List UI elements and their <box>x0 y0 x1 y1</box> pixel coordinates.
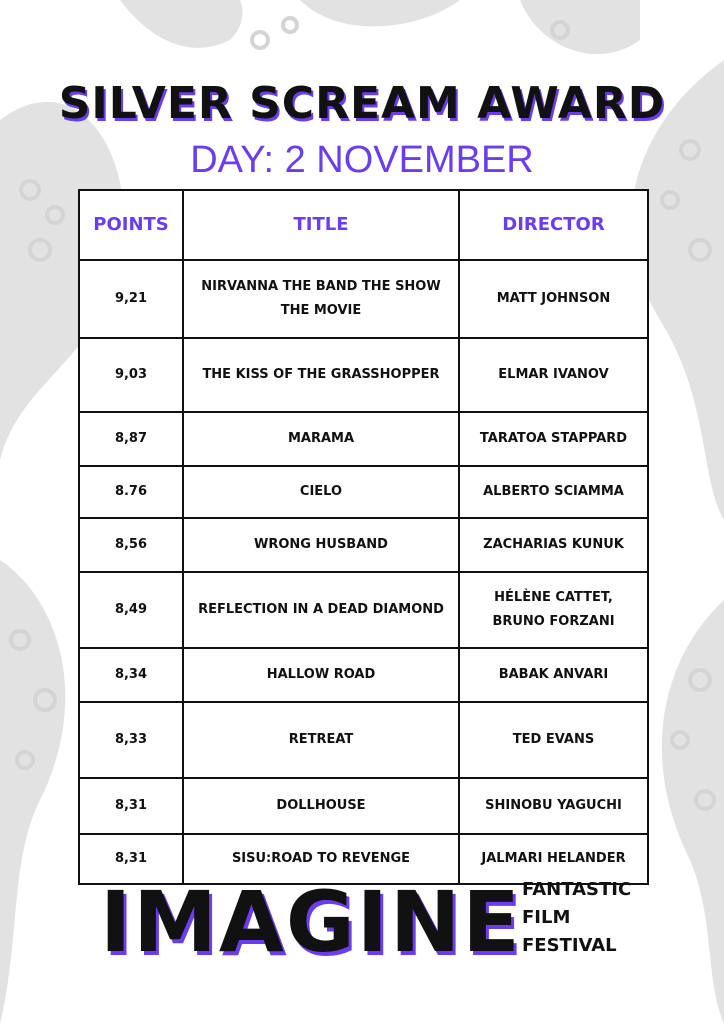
points-cell: 8,56 <box>79 518 183 572</box>
points-cell: 8,34 <box>79 648 183 702</box>
points-cell: 8,33 <box>79 702 183 778</box>
tagline-line-2: FILM <box>522 907 571 928</box>
table-row <box>79 338 648 412</box>
title-cell: SISU:ROAD TO REVENGE <box>183 834 459 884</box>
points-cell: 8,31 <box>79 778 183 834</box>
director-cell: ELMAR IVANOV <box>459 338 648 412</box>
festival-logo-wordmark: IMAGINE <box>100 873 522 971</box>
column-header-title: TITLE <box>183 190 459 260</box>
table-row <box>79 702 648 778</box>
title-cell: REFLECTION IN A DEAD DIAMOND <box>183 572 459 648</box>
title-cell: NIRVANNA THE BAND THE SHOW THE MOVIE <box>183 260 459 338</box>
director-cell: TED EVANS <box>459 702 648 778</box>
table-row <box>79 412 648 466</box>
title-cell: CIELO <box>183 466 459 518</box>
title-cell: WRONG HUSBAND <box>183 518 459 572</box>
title-cell: HALLOW ROAD <box>183 648 459 702</box>
column-header-points: POINTS <box>79 190 183 260</box>
table-row <box>79 518 648 572</box>
title-cell: MARAMA <box>183 412 459 466</box>
table-header-row <box>79 190 648 260</box>
festival-tagline <box>522 876 631 960</box>
points-cell: 8,49 <box>79 572 183 648</box>
points-cell: 9,03 <box>79 338 183 412</box>
table-row <box>79 466 648 518</box>
title-cell: THE KISS OF THE GRASSHOPPER <box>183 338 459 412</box>
table-row <box>79 648 648 702</box>
director-cell: HÉLÈNE CATTET, BRUNO FORZANI <box>459 572 648 648</box>
director-cell: TARATOA STAPPARD <box>459 412 648 466</box>
title-cell: RETREAT <box>183 702 459 778</box>
tagline-line-3: FESTIVAL <box>522 935 617 956</box>
director-cell: ALBERTO SCIAMMA <box>459 466 648 518</box>
results-table <box>78 189 649 885</box>
table-row <box>79 260 648 338</box>
points-cell: 8,87 <box>79 412 183 466</box>
director-cell: ZACHARIAS KUNUK <box>459 518 648 572</box>
award-date: DAY: 2 NOVEMBER <box>190 139 534 181</box>
director-cell: MATT JOHNSON <box>459 260 648 338</box>
points-cell: 8.76 <box>79 466 183 518</box>
tagline-line-1: FANTASTIC <box>522 879 632 900</box>
director-cell: BABAK ANVARI <box>459 648 648 702</box>
director-cell: SHINOBU YAGUCHI <box>459 778 648 834</box>
column-header-director: DIRECTOR <box>459 190 648 260</box>
director-cell: JALMARI HELANDER <box>459 834 648 884</box>
award-title: SILVER SCREAM AWARD <box>58 78 666 129</box>
table-row <box>79 778 648 834</box>
points-cell: 9,21 <box>79 260 183 338</box>
points-cell: 8,31 <box>79 834 183 884</box>
table-row <box>79 572 648 648</box>
title-cell: DOLLHOUSE <box>183 778 459 834</box>
